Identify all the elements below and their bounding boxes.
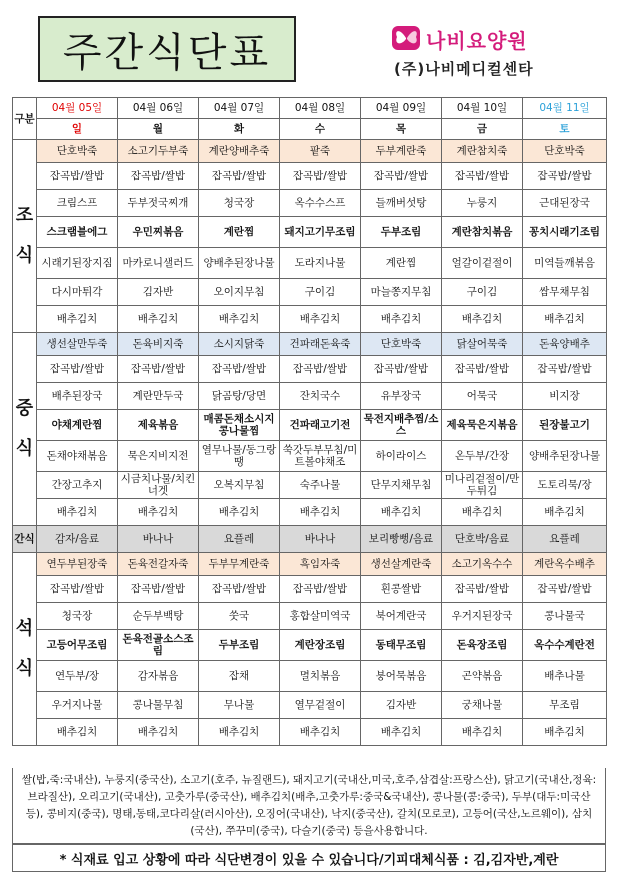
- menu-item-cell: 배추김치: [361, 306, 442, 333]
- menu-item-cell: 스크램블에그: [37, 217, 118, 248]
- day-cell: 목: [361, 119, 442, 140]
- menu-item-cell: 쑥갓두부무침/미트볼야채조: [280, 441, 361, 472]
- menu-item-cell: 돈채야채볶음: [37, 441, 118, 472]
- porridge-cell: 건파래돈육죽: [280, 333, 361, 356]
- menu-item-cell: 야채계란찜: [37, 410, 118, 441]
- lunch-label-2: 식: [15, 438, 34, 459]
- menu-item-cell: 잔치국수: [280, 383, 361, 410]
- menu-item-cell: 간장고추지: [37, 472, 118, 499]
- menu-item-cell: 잡곡밥/쌀밥: [37, 356, 118, 383]
- porridge-cell: 돈육전갈자죽: [118, 553, 199, 576]
- menu-item-cell: 청국장: [199, 190, 280, 217]
- menu-item-cell: 잡곡밥/쌀밥: [523, 356, 607, 383]
- snack-cell: 보리빵뻥/음료: [361, 526, 442, 553]
- day-cell: 화: [199, 119, 280, 140]
- logo-name: 나비요양원: [426, 28, 528, 53]
- snack-cell: 바나나: [280, 526, 361, 553]
- menu-item-cell: 어묵국: [442, 383, 523, 410]
- menu-item-cell: 미역들깨볶음: [523, 248, 607, 279]
- menu-item-cell: 계란찜: [361, 248, 442, 279]
- date-cell: 04월 11일: [523, 98, 607, 119]
- date-cell: 04월 07일: [199, 98, 280, 119]
- menu-item-cell: 계란장조림: [280, 630, 361, 661]
- menu-item-cell: 쌈무채무침: [523, 279, 607, 306]
- menu-item-cell: 계란찜: [199, 217, 280, 248]
- menu-item-cell: 오이지무침: [199, 279, 280, 306]
- menu-item-cell: 잡곡밥/쌀밥: [118, 163, 199, 190]
- menu-item-cell: 배추김치: [442, 719, 523, 746]
- porridge-cell: 흑임자죽: [280, 553, 361, 576]
- menu-item-cell: 배추김치: [361, 719, 442, 746]
- menu-item-cell: 홍합살미역국: [280, 603, 361, 630]
- menu-item-cell: 잡곡밥/쌀밥: [442, 163, 523, 190]
- date-cell: 04월 08일: [280, 98, 361, 119]
- menu-item-cell: 잡곡밥/쌀밥: [199, 356, 280, 383]
- snack-cell: 단호박/음료: [442, 526, 523, 553]
- menu-item-cell: 배추김치: [199, 719, 280, 746]
- menu-item-cell: 우민찌볶음: [118, 217, 199, 248]
- menu-item-cell: 배추김치: [118, 306, 199, 333]
- menu-item-cell: 꽁치시래기조림: [523, 217, 607, 248]
- menu-item-cell: 배추김치: [280, 499, 361, 526]
- porridge-cell: 단호박죽: [361, 333, 442, 356]
- menu-item-cell: 누룽지: [442, 190, 523, 217]
- lunch-label-1: 중: [15, 398, 34, 419]
- day-cell: 토: [523, 119, 607, 140]
- page-title: 주간식단표: [38, 16, 296, 82]
- menu-item-cell: 비지장: [523, 383, 607, 410]
- menu-item-cell: 잡곡밥/쌀밥: [199, 576, 280, 603]
- menu-item-cell: 김자반: [118, 279, 199, 306]
- menu-item-cell: 마카로니샐러드: [118, 248, 199, 279]
- lunch-label: [13, 333, 37, 526]
- porridge-cell: 소시지닭죽: [199, 333, 280, 356]
- menu-item-cell: 궁채나물: [442, 692, 523, 719]
- menu-item-cell: 하이라이스: [361, 441, 442, 472]
- menu-item-cell: 배추김치: [523, 719, 607, 746]
- menu-item-cell: 배추김치: [442, 499, 523, 526]
- menu-item-cell: 붕어묵볶음: [361, 661, 442, 692]
- menu-item-cell: 잡곡밥/쌀밥: [280, 576, 361, 603]
- menu-item-cell: 양배추된장나물: [199, 248, 280, 279]
- menu-item-cell: 닭곰탕/당면: [199, 383, 280, 410]
- menu-item-cell: 계란만두국: [118, 383, 199, 410]
- porridge-cell: 생선살만두죽: [37, 333, 118, 356]
- menu-item-cell: 두부젓국찌개: [118, 190, 199, 217]
- menu-item-cell: 시래기된장지짐: [37, 248, 118, 279]
- menu-item-cell: 잡곡밥/쌀밥: [118, 576, 199, 603]
- menu-item-cell: 도라지나물: [280, 248, 361, 279]
- porridge-cell: 팥죽: [280, 140, 361, 163]
- menu-item-cell: 미나리겉절이/만두튀김: [442, 472, 523, 499]
- menu-item-cell: 묵은지비지전: [118, 441, 199, 472]
- menu-item-cell: 우거지나물: [37, 692, 118, 719]
- menu-item-cell: 배추김치: [199, 306, 280, 333]
- menu-item-cell: 배추김치: [361, 499, 442, 526]
- menu-item-cell: 콩나물국: [523, 603, 607, 630]
- snack-cell: 요플레: [199, 526, 280, 553]
- menu-item-cell: 양배추된장나물: [523, 441, 607, 472]
- brand-logo: [392, 24, 592, 90]
- menu-item-cell: 시금치나물/치킨너겟: [118, 472, 199, 499]
- menu-item-cell: 잡곡밥/쌀밥: [523, 576, 607, 603]
- menu-item-cell: 배추된장국: [37, 383, 118, 410]
- menu-item-cell: 연두부/장: [37, 661, 118, 692]
- menu-item-cell: 김자반: [361, 692, 442, 719]
- menu-item-cell: 흰콩쌀밥: [361, 576, 442, 603]
- menu-item-cell: 된장불고기: [523, 410, 607, 441]
- day-cell: 수: [280, 119, 361, 140]
- menu-item-cell: 배추나물: [523, 661, 607, 692]
- menu-item-cell: 잡곡밥/쌀밥: [523, 163, 607, 190]
- snack-cell: 요플레: [523, 526, 607, 553]
- menu-item-cell: 단무지채무침: [361, 472, 442, 499]
- menu-item-cell: 잡곡밥/쌀밥: [199, 163, 280, 190]
- menu-item-cell: 다시마튀각: [37, 279, 118, 306]
- menu-item-cell: 돈육전골소스조림: [118, 630, 199, 661]
- porridge-cell: 소고기옥수수: [442, 553, 523, 576]
- menu-item-cell: 옥수수스프: [280, 190, 361, 217]
- menu-item-cell: 콩나물무침: [118, 692, 199, 719]
- menu-item-cell: 묵전지배추찜/소스: [361, 410, 442, 441]
- menu-item-cell: 열무겉절이: [280, 692, 361, 719]
- menu-item-cell: 감자볶음: [118, 661, 199, 692]
- menu-item-cell: 배추김치: [37, 499, 118, 526]
- menu-item-cell: 우거지된장국: [442, 603, 523, 630]
- menu-item-cell: 배추김치: [280, 306, 361, 333]
- butterfly-icon: [392, 24, 422, 54]
- menu-item-cell: 제육묵은지볶음: [442, 410, 523, 441]
- porridge-cell: 두부무계란죽: [199, 553, 280, 576]
- weekly-menu-table: [12, 97, 607, 746]
- porridge-cell: 닭살어묵죽: [442, 333, 523, 356]
- porridge-cell: 단호박죽: [523, 140, 607, 163]
- menu-item-cell: 얼갈이겉절이: [442, 248, 523, 279]
- menu-item-cell: 온두부/간장: [442, 441, 523, 472]
- menu-item-cell: 곤약볶음: [442, 661, 523, 692]
- porridge-cell: 계란양배추죽: [199, 140, 280, 163]
- menu-item-cell: 청국장: [37, 603, 118, 630]
- porridge-cell: 소고기두부죽: [118, 140, 199, 163]
- menu-item-cell: 배추김치: [118, 499, 199, 526]
- breakfast-label-1: 조: [15, 205, 34, 226]
- menu-item-cell: 배추김치: [523, 499, 607, 526]
- snack-label: 간식: [13, 526, 37, 553]
- notice-bar: * 식재료 입고 상황에 따라 식단변경이 있을 수 있습니다/기피대체식품 : 김,김자반,계란: [12, 844, 606, 872]
- menu-item-cell: 두부조림: [199, 630, 280, 661]
- menu-item-cell: 두부조림: [361, 217, 442, 248]
- menu-item-cell: 배추김치: [523, 306, 607, 333]
- date-cell: 04월 09일: [361, 98, 442, 119]
- menu-item-cell: 옥수수계란전: [523, 630, 607, 661]
- menu-item-cell: 매콤돈채소시지콩나물찜: [199, 410, 280, 441]
- breakfast-label-2: 식: [15, 245, 34, 266]
- menu-item-cell: 잡채: [199, 661, 280, 692]
- origin-note: 쌀(밥,죽:국내산), 누룽지(중국산), 소고기(호주, 뉴질랜드), 돼지고기(국내산,미국,호주,삼겹살:프랑스산), 닭고기(국내산,정육:브라질산), 오리고기(국내산), 고춧가루(중국산), 배추김치(배추,고춧가루:중국&국내산), 콩나물(콩:중국), 두부(대두:미국산등), 콩비지(중국), 명태,동태,코다리살(러시아산), 오징어(국내산), 낙지(중국산), 갈치(모로코), 고등어(국산,노르웨이), 삼치(국산), 쭈꾸미(중국), 다슬기(중국) 등을사용합니다.: [12, 768, 606, 844]
- menu-item-cell: 잡곡밥/쌀밥: [280, 356, 361, 383]
- date-cell: 04월 06일: [118, 98, 199, 119]
- menu-item-cell: 잡곡밥/쌀밥: [442, 356, 523, 383]
- menu-item-cell: 고등어무조림: [37, 630, 118, 661]
- menu-item-cell: 북어계란국: [361, 603, 442, 630]
- day-cell: 월: [118, 119, 199, 140]
- menu-item-cell: 잡곡밥/쌀밥: [118, 356, 199, 383]
- menu-item-cell: 건파래고기전: [280, 410, 361, 441]
- dinner-label-2: 식: [15, 658, 34, 679]
- logo-company: (주)나비메디컬센타: [394, 60, 534, 78]
- menu-item-cell: 계란참치볶음: [442, 217, 523, 248]
- menu-item-cell: 배추김치: [442, 306, 523, 333]
- menu-item-cell: 배추김치: [118, 719, 199, 746]
- corner-label: 구분: [13, 98, 37, 140]
- date-cell: 04월 10일: [442, 98, 523, 119]
- menu-item-cell: 구이김: [280, 279, 361, 306]
- menu-item-cell: 무나물: [199, 692, 280, 719]
- menu-item-cell: 도토리묵/장: [523, 472, 607, 499]
- menu-item-cell: 구이김: [442, 279, 523, 306]
- breakfast-label: [13, 140, 37, 333]
- menu-item-cell: 마늘쫑지무침: [361, 279, 442, 306]
- menu-item-cell: 제육볶음: [118, 410, 199, 441]
- menu-item-cell: 돈육장조림: [442, 630, 523, 661]
- menu-item-cell: 배추김치: [280, 719, 361, 746]
- porridge-cell: 계란참치죽: [442, 140, 523, 163]
- menu-item-cell: 오복지무침: [199, 472, 280, 499]
- porridge-cell: 생선살계란죽: [361, 553, 442, 576]
- menu-item-cell: 쑷국: [199, 603, 280, 630]
- menu-item-cell: 배추김치: [37, 306, 118, 333]
- menu-item-cell: 근대된장국: [523, 190, 607, 217]
- menu-item-cell: 잡곡밥/쌀밥: [37, 576, 118, 603]
- menu-item-cell: 들깨버섯탕: [361, 190, 442, 217]
- porridge-cell: 돈육양배추: [523, 333, 607, 356]
- menu-item-cell: 돼지고기무조림: [280, 217, 361, 248]
- menu-item-cell: 잡곡밥/쌀밥: [361, 356, 442, 383]
- porridge-cell: 연두부된장죽: [37, 553, 118, 576]
- menu-item-cell: 유부장국: [361, 383, 442, 410]
- porridge-cell: 돈육비지죽: [118, 333, 199, 356]
- porridge-cell: 단호박죽: [37, 140, 118, 163]
- menu-item-cell: 동태무조림: [361, 630, 442, 661]
- dinner-label: [13, 553, 37, 746]
- day-cell: 일: [37, 119, 118, 140]
- menu-item-cell: 배추김치: [199, 499, 280, 526]
- menu-item-cell: 크림스프: [37, 190, 118, 217]
- menu-item-cell: 잡곡밥/쌀밥: [442, 576, 523, 603]
- porridge-cell: 계란옥수배추: [523, 553, 607, 576]
- day-cell: 금: [442, 119, 523, 140]
- porridge-cell: 두부계란죽: [361, 140, 442, 163]
- snack-cell: 바나나: [118, 526, 199, 553]
- menu-item-cell: 열무나물/동그랑땡: [199, 441, 280, 472]
- snack-cell: 감자/음료: [37, 526, 118, 553]
- menu-item-cell: 잡곡밥/쌀밥: [280, 163, 361, 190]
- date-cell: 04월 05일: [37, 98, 118, 119]
- menu-item-cell: 잡곡밥/쌀밥: [361, 163, 442, 190]
- menu-item-cell: 무조림: [523, 692, 607, 719]
- dinner-label-1: 석: [15, 618, 34, 639]
- menu-item-cell: 순두부백탕: [118, 603, 199, 630]
- menu-item-cell: 멸치볶음: [280, 661, 361, 692]
- menu-item-cell: 배추김치: [37, 719, 118, 746]
- menu-item-cell: 잡곡밥/쌀밥: [37, 163, 118, 190]
- menu-item-cell: 숙주나물: [280, 472, 361, 499]
